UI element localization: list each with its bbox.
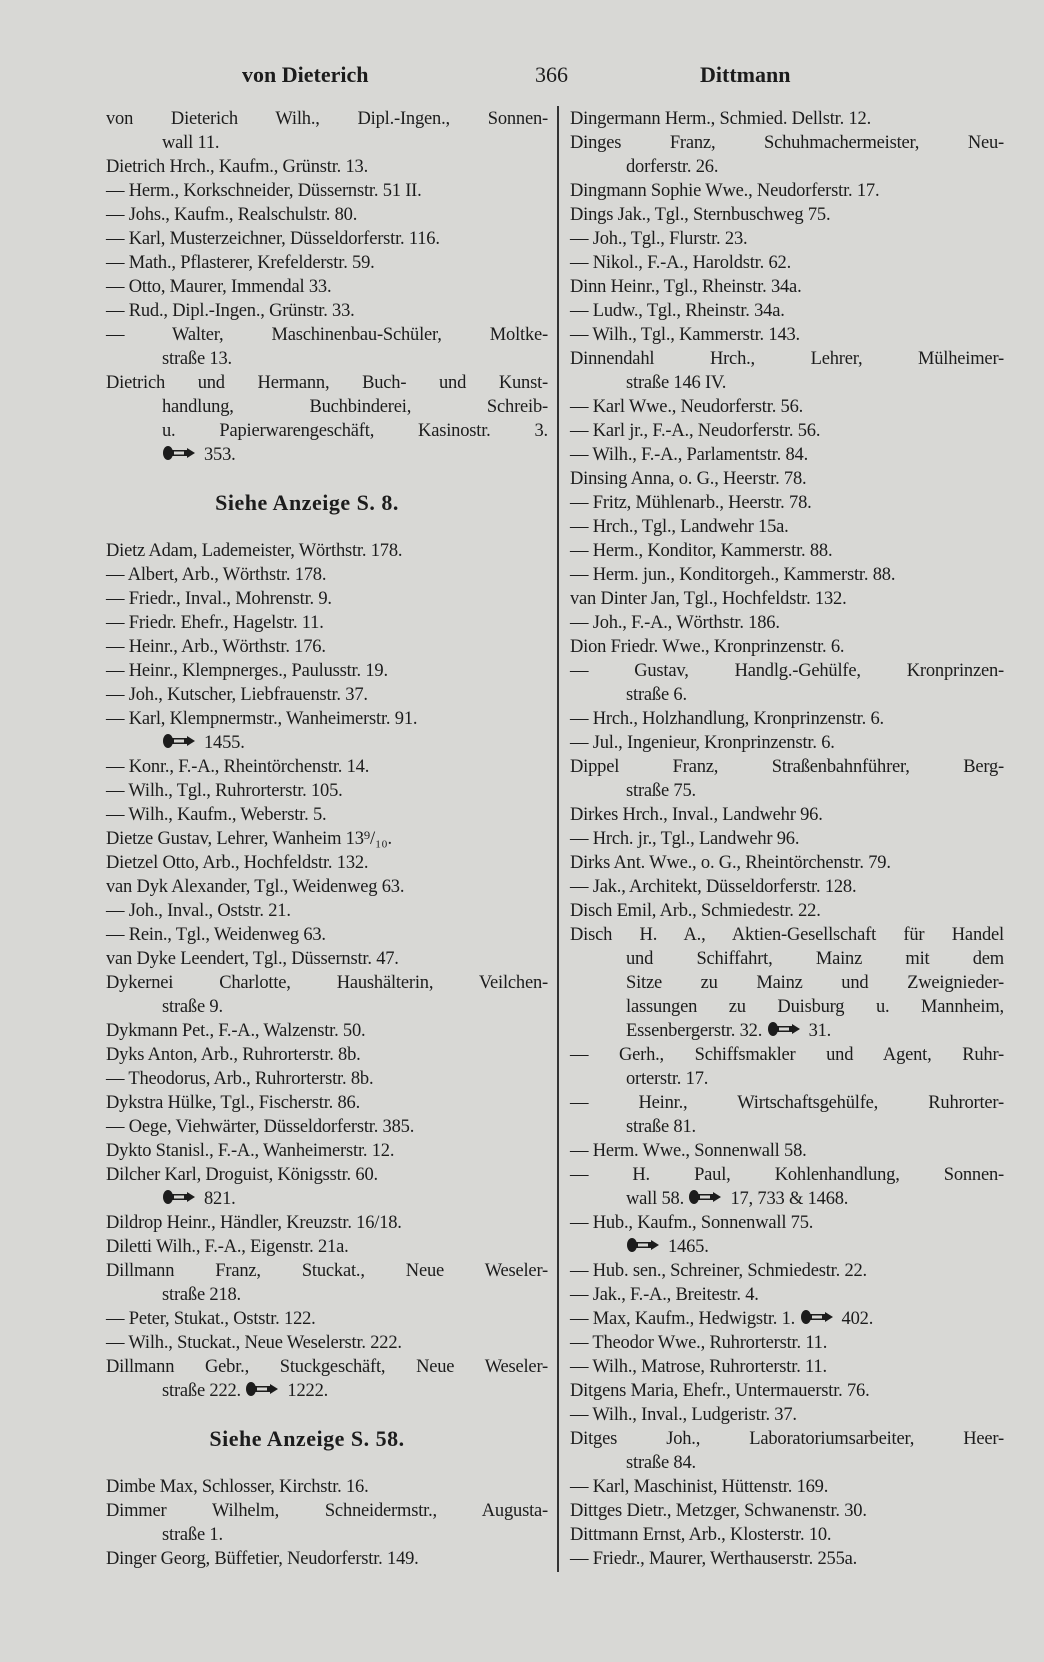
entry-text: — Karl, Musterzeichner, Düsseldorferstr. 116. (106, 229, 440, 249)
entry-text: dorferstr. 26. (626, 157, 719, 177)
directory-entry-line (570, 1427, 1004, 1451)
entry-text: — Friedr., Inval., Mohrenstr. 9. (106, 589, 332, 609)
directory-entry-line (570, 1043, 1004, 1067)
entry-text: — Oege, Viehwärter, Düsseldorferstr. 385. (106, 1117, 415, 1137)
directory-entry-line (106, 731, 548, 755)
entry-text: — Ludw., Tgl., Rheinstr. 34a. (570, 301, 785, 321)
directory-entry-line (570, 923, 1004, 947)
entry-text: Diletti Wilh., F.-A., Eigenstr. 21a. (106, 1237, 349, 1257)
directory-entry-line (570, 251, 1004, 275)
entry-text: Dietze Gustav, Lehrer, Wanheim 13⁹/₁₀. (106, 829, 392, 849)
directory-entry-line (106, 371, 548, 395)
directory-entry-line (106, 299, 548, 323)
entry-text: Dietrich Hrch., Kaufm., Grünstr. 13. (106, 157, 369, 177)
directory-entry-line (570, 419, 1004, 443)
directory-entry-line (106, 275, 548, 299)
directory-entry-line (570, 755, 1004, 779)
entry-text: straße 75. (626, 781, 696, 801)
entry-text: Dykmann Pet., F.-A., Walzenstr. 50. (106, 1021, 366, 1041)
entry-text: — Karl, Klempnermstr., Wanheimerstr. 91. (106, 709, 418, 729)
entry-text: van Dyk Alexander, Tgl., Weidenweg 63. (106, 877, 405, 897)
directory-entry-line (570, 227, 1004, 251)
entry-text: — Otto, Maurer, Immendal 33. (106, 277, 332, 297)
directory-entry-line (570, 1331, 1004, 1355)
entry-text: — Wilh., Inval., Ludgeristr. 37. (570, 1405, 797, 1425)
entry-text: Dinsing Anna, o. G., Heerstr. 78. (570, 469, 807, 489)
entry-text: straße 81. (626, 1117, 696, 1137)
directory-entry-line (106, 971, 548, 995)
entry-text: straße 84. (626, 1453, 696, 1473)
entry-text: lassungen zu Duisburg u. Mannheim, (626, 997, 1004, 1017)
directory-entry-line (106, 1283, 548, 1307)
telephone-number: 402. (841, 1309, 874, 1329)
directory-entry-line (106, 227, 548, 251)
directory-entry-line (106, 419, 548, 443)
entry-text: straße 1. (162, 1525, 223, 1545)
directory-entry-line (106, 251, 548, 275)
directory-entry-line (570, 995, 1004, 1019)
directory-entry-line (106, 611, 548, 635)
directory-entry-line (106, 1547, 548, 1571)
telephone-icon (800, 1308, 834, 1332)
directory-entry-line (570, 707, 1004, 731)
directory-entry-line (570, 731, 1004, 755)
entry-text: Dietzel Otto, Arb., Hochfeldstr. 132. (106, 853, 369, 873)
entry-text: — Walter, Maschinenbau-Schüler, Moltke- (106, 325, 548, 345)
entry-text: Dippel Franz, Straßenbahnführer, Berg- (570, 757, 1004, 777)
directory-entry-line (106, 923, 548, 947)
telephone-icon (162, 1188, 196, 1212)
entry-text: — Wilh., Matrose, Ruhrorterstr. 11. (570, 1357, 827, 1377)
entry-text: — Hrch., Tgl., Landwehr 15a. (570, 517, 789, 537)
telephone-number: 353. (204, 445, 236, 465)
directory-entry-line (570, 875, 1004, 899)
entry-text: Dinges Franz, Schuhmachermeister, Neu- (570, 133, 1004, 153)
entry-text: Dimmer Wilhelm, Schneidermstr., Augusta- (106, 1501, 548, 1521)
entry-text: Dinger Georg, Büffetier, Neudorferstr. 149. (106, 1549, 419, 1569)
entry-text: Dykernei Charlotte, Haushälterin, Veilchen- (106, 973, 548, 993)
directory-entry-line (570, 1211, 1004, 1235)
directory-entry-line (570, 107, 1004, 131)
directory-entry-line (570, 1019, 1004, 1043)
telephone-number: 1465. (668, 1237, 709, 1257)
directory-entry-line (106, 995, 548, 1019)
entry-text: — Rein., Tgl., Weidenweg 63. (106, 925, 326, 945)
directory-entry-line (570, 1091, 1004, 1115)
entry-text: Dyks Anton, Arb., Ruhrorterstr. 8b. (106, 1045, 361, 1065)
telephone-icon (162, 444, 196, 468)
directory-entry-line (570, 1379, 1004, 1403)
entry-text: — Rud., Dipl.-Ingen., Grünstr. 33. (106, 301, 355, 321)
entry-text: — Gerh., Schiffsmakler und Agent, Ruhr- (570, 1045, 1004, 1065)
directory-entry-line (570, 971, 1004, 995)
entry-text: — Herm. jun., Konditorgeh., Kammerstr. 88. (570, 565, 896, 585)
directory-entry-line (106, 1139, 548, 1163)
entry-text: Ditgens Maria, Ehefr., Untermauerstr. 76. (570, 1381, 870, 1401)
entry-text: — Albert, Arb., Wörthstr. 178. (106, 565, 327, 585)
entry-text: straße 146 IV. (626, 373, 727, 393)
directory-entry-line (106, 1019, 548, 1043)
entry-text: — Karl jr., F.-A., Neudorferstr. 56. (570, 421, 821, 441)
entry-text: — Konr., F.-A., Rheintörchenstr. 14. (106, 757, 370, 777)
entry-text: — Hrch., Holzhandlung, Kronprinzenstr. 6. (570, 709, 884, 729)
directory-entry-line (106, 203, 548, 227)
entry-text: — Gustav, Handlg.-Gehülfe, Kronprinzen- (570, 661, 1004, 681)
telephone-icon (245, 1380, 279, 1404)
entry-text: Dimbe Max, Schlosser, Kirchstr. 16. (106, 1477, 369, 1497)
directory-entry-line (106, 587, 548, 611)
entry-text: — Wilh., F.-A., Parlamentstr. 84. (570, 445, 809, 465)
entry-text: — Hrch. jr., Tgl., Landwehr 96. (570, 829, 800, 849)
directory-entry-line (106, 1115, 548, 1139)
directory-entry-line (106, 1331, 548, 1355)
directory-entry-line (570, 539, 1004, 563)
entry-text: Dings Jak., Tgl., Sternbuschweg 75. (570, 205, 831, 225)
directory-entry-line (570, 203, 1004, 227)
directory-entry-line (570, 1283, 1004, 1307)
entry-text: Dirks Ant. Wwe., o. G., Rheintörchenstr. 79. (570, 853, 891, 873)
directory-entry-line (570, 1547, 1004, 1571)
entry-text: wall 58. (626, 1189, 685, 1209)
entry-text: — Wilh., Stuckat., Neue Weselerstr. 222. (106, 1333, 402, 1353)
directory-entry-line (570, 1259, 1004, 1283)
directory-entry-line (570, 467, 1004, 491)
directory-entry-line (106, 827, 548, 851)
advert-reference-heading: Siehe Anzeige S. 58. (209, 1426, 405, 1451)
directory-entry-line (106, 179, 548, 203)
entry-text: — Hub., Kaufm., Sonnenwall 75. (570, 1213, 814, 1233)
directory-entry-line (106, 1523, 548, 1547)
directory-entry-line (570, 1307, 1004, 1331)
directory-entry-line (106, 1307, 548, 1331)
directory-entry-line (570, 395, 1004, 419)
entry-text: — Wilh., Kaufm., Weberstr. 5. (106, 805, 327, 825)
entry-text: — Joh., Inval., Oststr. 21. (106, 901, 291, 921)
entry-text: und Schiffahrt, Mainz mit dem (626, 949, 1004, 969)
directory-entry-line (106, 1379, 548, 1403)
entry-text: Dillmann Gebr., Stuckgeschäft, Neue Weseler- (106, 1357, 548, 1377)
directory-entry-line (570, 1475, 1004, 1499)
entry-text: — Wilh., Tgl., Kammerstr. 143. (570, 325, 800, 345)
entry-text: — Jul., Ingenieur, Kronprinzenstr. 6. (570, 733, 835, 753)
entry-text: u. Papierwarengeschäft, Kasinostr. 3. (162, 421, 548, 441)
entry-text: — Math., Pflasterer, Krefelderstr. 59. (106, 253, 375, 273)
directory-entry-line (570, 1451, 1004, 1475)
entry-text: Disch Emil, Arb., Schmiedestr. 22. (570, 901, 821, 921)
directory-entry-line (570, 803, 1004, 827)
entry-text: van Dyke Leendert, Tgl., Düssernstr. 47. (106, 949, 399, 969)
directory-entry-line (106, 155, 548, 179)
telephone-number: 821. (204, 1189, 236, 1209)
entry-text: Dykto Stanisl., F.-A., Wanheimerstr. 12. (106, 1141, 395, 1161)
directory-entry-line (106, 1043, 548, 1067)
directory-entry-line (570, 779, 1004, 803)
entry-text: straße 9. (162, 997, 223, 1017)
entry-text: — Heinr., Klempnerges., Paulusstr. 19. (106, 661, 388, 681)
page-number: 366 (535, 62, 568, 87)
entry-text: Ditges Joh., Laboratoriumsarbeiter, Heer- (570, 1429, 1004, 1449)
directory-entry-line (570, 491, 1004, 515)
entry-text: — Max, Kaufm., Hedwigstr. 1. (570, 1309, 796, 1329)
directory-entry-line (106, 323, 548, 347)
entry-text: Dittmann Ernst, Arb., Klosterstr. 10. (570, 1525, 832, 1545)
directory-entry-line (570, 683, 1004, 707)
directory-entry-line (570, 299, 1004, 323)
directory-entry-line (106, 683, 548, 707)
entry-text: Dietz Adam, Lademeister, Wörthstr. 178. (106, 541, 403, 561)
entry-text: orterstr. 17. (626, 1069, 709, 1089)
directory-entry-line (106, 851, 548, 875)
entry-text: — Theodorus, Arb., Ruhrorterstr. 8b. (106, 1069, 374, 1089)
directory-entry-line (106, 1355, 548, 1379)
directory-entry-line (106, 947, 548, 971)
entry-text: handlung, Buchbinderei, Schreib- (162, 397, 548, 417)
directory-entry-line (570, 899, 1004, 923)
entry-text: — Peter, Stukat., Oststr. 122. (106, 1309, 316, 1329)
entry-text: — Johs., Kaufm., Realschulstr. 80. (106, 205, 358, 225)
entry-text: — Fritz, Mühlenarb., Heerstr. 78. (570, 493, 812, 513)
entry-text: — Joh., F.-A., Wörthstr. 186. (570, 613, 780, 633)
entry-text: Dirkes Hrch., Inval., Landwehr 96. (570, 805, 823, 825)
directory-entry-line (106, 1187, 548, 1211)
directory-entry-line (106, 563, 548, 587)
directory-entry-line (570, 1403, 1004, 1427)
directory-entry-line (570, 587, 1004, 611)
running-head-right: Dittmann (700, 62, 791, 87)
entry-text: straße 13. (162, 349, 232, 369)
running-head-left: von Dieterich (242, 62, 369, 87)
entry-text: Dion Friedr. Wwe., Kronprinzenstr. 6. (570, 637, 845, 657)
directory-entry-line (106, 1067, 548, 1091)
telephone-number: 1455. (204, 733, 245, 753)
directory-entry-line (106, 803, 548, 827)
directory-entry-line (570, 851, 1004, 875)
directory-entry-line (570, 1067, 1004, 1091)
entry-text: — Hub. sen., Schreiner, Schmiedestr. 22. (570, 1261, 867, 1281)
entry-text: — Herm. Wwe., Sonnenwall 58. (570, 1141, 807, 1161)
telephone-icon (688, 1188, 722, 1212)
directory-entry-line (106, 131, 548, 155)
directory-entry-line (106, 635, 548, 659)
directory-entry-line (570, 563, 1004, 587)
directory-entry-line (106, 755, 548, 779)
entry-text: straße 222. (162, 1381, 241, 1401)
directory-entry-line (570, 1499, 1004, 1523)
entry-text: von Dieterich Wilh., Dipl.-Ingen., Sonnen- (106, 109, 548, 129)
directory-entry-line (106, 539, 548, 563)
directory-entry-line (570, 515, 1004, 539)
directory-entry-line (570, 827, 1004, 851)
directory-entry-line (106, 1211, 548, 1235)
entry-text: Sitze zu Mainz und Zweignieder- (626, 973, 1004, 993)
right-column (570, 107, 1004, 1571)
directory-entry-line (570, 179, 1004, 203)
entry-text: Dinnendahl Hrch., Lehrer, Mülheimer- (570, 349, 1004, 369)
entry-text: — Wilh., Tgl., Ruhrorterstr. 105. (106, 781, 343, 801)
directory-entry-line (106, 107, 548, 131)
directory-entry-line (570, 611, 1004, 635)
entry-text: — Joh., Kutscher, Liebfrauenstr. 37. (106, 685, 368, 705)
directory-entry-line (570, 275, 1004, 299)
entry-text: Dingmann Sophie Wwe., Neudorferstr. 17. (570, 181, 880, 201)
directory-entry-line (106, 1163, 548, 1187)
entry-text: Dykstra Hülke, Tgl., Fischerstr. 86. (106, 1093, 361, 1113)
entry-text: Dilcher Karl, Droguist, Königsstr. 60. (106, 1165, 378, 1185)
directory-entry-line (570, 323, 1004, 347)
entry-text: straße 6. (626, 685, 687, 705)
entry-text: Dietrich und Hermann, Buch- und Kunst- (106, 373, 548, 393)
entry-text: — Karl, Maschinist, Hüttenstr. 169. (570, 1477, 829, 1497)
entry-text: Dinn Heinr., Tgl., Rheinstr. 34a. (570, 277, 802, 297)
entry-text: — Friedr. Ehefr., Hagelstr. 11. (106, 613, 324, 633)
entry-text: van Dinter Jan, Tgl., Hochfeldstr. 132. (570, 589, 847, 609)
entry-text: — Theodor Wwe., Ruhrorterstr. 11. (570, 1333, 828, 1353)
directory-entry-line (106, 899, 548, 923)
directory-entry-line (570, 1115, 1004, 1139)
entry-text: Essenbergerstr. 32. (626, 1021, 763, 1041)
entry-text: — Herm., Konditor, Kammerstr. 88. (570, 541, 833, 561)
entry-text: — Joh., Tgl., Flurstr. 23. (570, 229, 748, 249)
directory-entry-line (570, 1187, 1004, 1211)
entry-text: — Jak., F.-A., Breitestr. 4. (570, 1285, 759, 1305)
directory-entry-line (570, 1163, 1004, 1187)
entry-text: Dittges Dietr., Metzger, Schwanenstr. 30. (570, 1501, 867, 1521)
directory-entry-line (106, 443, 548, 467)
entry-text: wall 11. (162, 133, 220, 153)
directory-entry-line (570, 1355, 1004, 1379)
directory-entry-line (570, 1235, 1004, 1259)
directory-entry-line (570, 443, 1004, 467)
directory-entry-line (106, 395, 548, 419)
directory-entry-line (570, 131, 1004, 155)
directory-entry-line (106, 659, 548, 683)
column-divider (557, 106, 559, 1572)
directory-entry-line (106, 1499, 548, 1523)
directory-entry-line (570, 947, 1004, 971)
directory-entry-line (570, 155, 1004, 179)
entry-text: — Nikol., F.-A., Haroldstr. 62. (570, 253, 791, 273)
directory-entry-line (106, 347, 548, 371)
entry-text: Dildrop Heinr., Händler, Kreuzstr. 16/18. (106, 1213, 402, 1233)
directory-entry-line (106, 1235, 548, 1259)
directory-entry-line (106, 1259, 548, 1283)
directory-entry-line (570, 371, 1004, 395)
entry-text: — Heinr., Arb., Wörthstr. 176. (106, 637, 326, 657)
entry-text: — H. Paul, Kohlenhandlung, Sonnen- (570, 1165, 1004, 1185)
entry-text: — Heinr., Wirtschaftsgehülfe, Ruhrorter- (570, 1093, 1004, 1113)
advert-reference-heading: Siehe Anzeige S. 8. (215, 490, 399, 515)
directory-entry-line (106, 779, 548, 803)
telephone-icon (767, 1020, 801, 1044)
entry-text: Disch H. A., Aktien-Gesellschaft für Handel (570, 925, 1004, 945)
directory-entry-line (570, 347, 1004, 371)
telephone-number: 17, 733 & 1468. (730, 1189, 849, 1209)
directory-entry-line (570, 659, 1004, 683)
directory-entry-line (570, 1523, 1004, 1547)
directory-entry-line (106, 1091, 548, 1115)
directory-entry-line (106, 875, 548, 899)
left-column (106, 107, 548, 1571)
directory-entry-line (106, 707, 548, 731)
entry-text: — Friedr., Maurer, Werthauserstr. 255a. (570, 1549, 858, 1569)
entry-text: Dingermann Herm., Schmied. Dellstr. 12. (570, 109, 871, 129)
directory-entry-line (106, 1475, 548, 1499)
entry-text: — Karl Wwe., Neudorferstr. 56. (570, 397, 804, 417)
entry-text: — Jak., Architekt, Düsseldorferstr. 128. (570, 877, 857, 897)
telephone-number: 31. (808, 1021, 832, 1041)
telephone-number: 1222. (287, 1381, 329, 1401)
telephone-icon (626, 1236, 660, 1260)
entry-text: — Herm., Korkschneider, Düssernstr. 51 II. (106, 181, 422, 201)
telephone-icon (162, 732, 196, 756)
entry-text: Dillmann Franz, Stuckat., Neue Weseler- (106, 1261, 548, 1281)
entry-text: straße 218. (162, 1285, 241, 1305)
directory-entry-line (570, 635, 1004, 659)
directory-entry-line (570, 1139, 1004, 1163)
